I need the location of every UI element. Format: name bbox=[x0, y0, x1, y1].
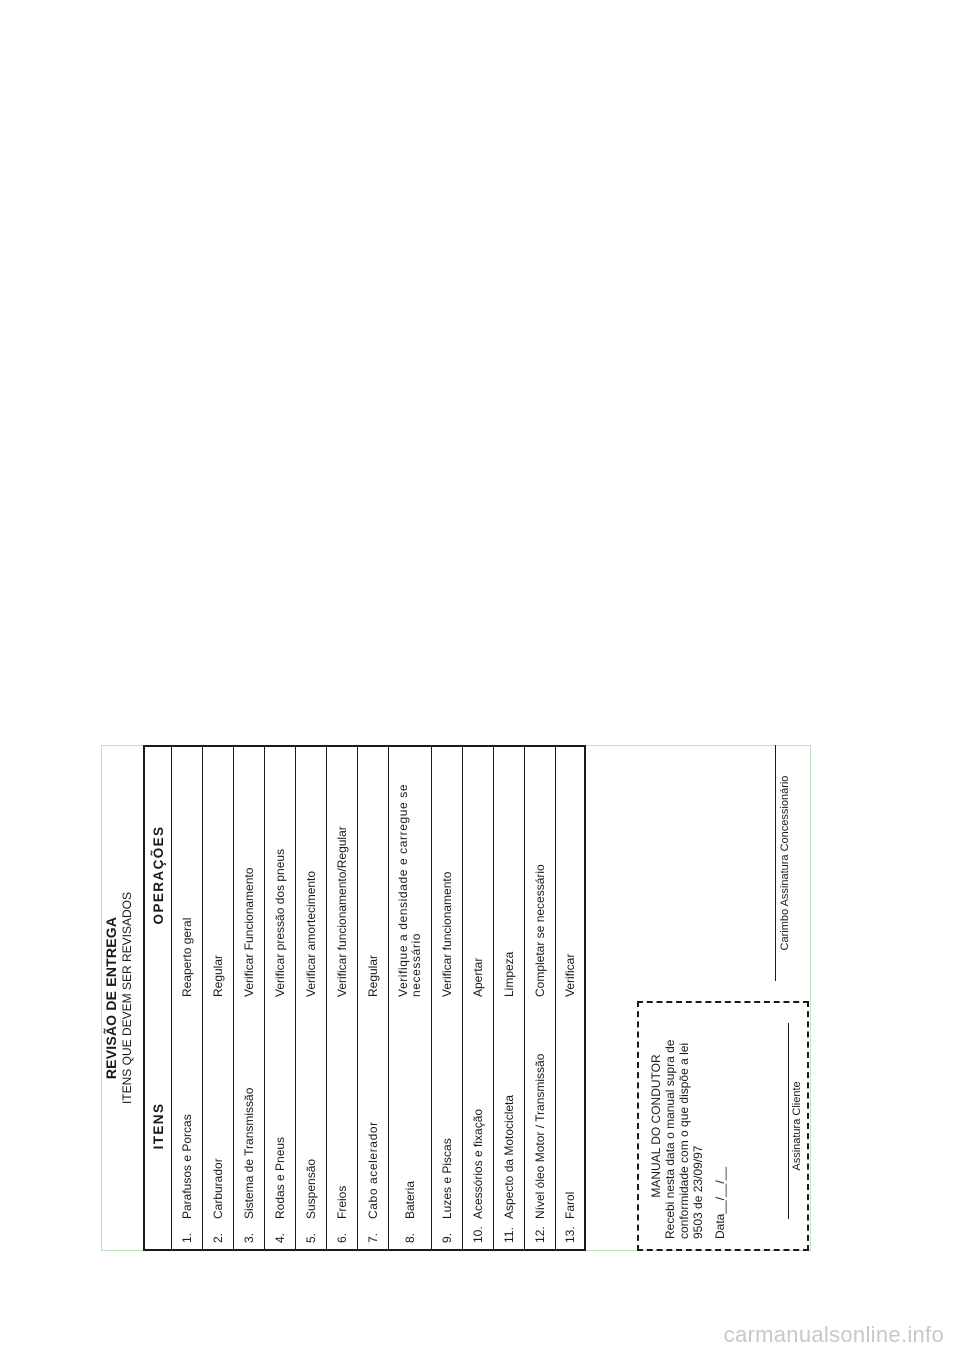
header-items: ITENS bbox=[144, 1003, 172, 1250]
row-item: Sistema de Transmissão bbox=[234, 1003, 265, 1221]
row-number: 8. bbox=[389, 1221, 432, 1250]
row-item: Parafusos e Porcas bbox=[172, 1003, 203, 1221]
row-operation: Regular bbox=[358, 746, 389, 1003]
row-item: Aspecto da Motocicleta bbox=[494, 1003, 525, 1221]
row-number: 5. bbox=[296, 1221, 327, 1250]
customer-signature-line bbox=[788, 1023, 789, 1219]
row-operation: Verificar amortecimento bbox=[296, 746, 327, 1003]
table-row bbox=[203, 746, 234, 1250]
row-operation: Verificar pressão dos pneus bbox=[265, 746, 296, 1003]
row-number: 9. bbox=[432, 1221, 463, 1250]
row-item: Luzes e Piscas bbox=[432, 1003, 463, 1221]
row-item: Nível óleo Motor / Transmissão bbox=[525, 1003, 556, 1221]
table-row bbox=[327, 746, 358, 1250]
revision-table bbox=[143, 745, 586, 1251]
table-row bbox=[389, 746, 432, 1250]
row-item: Carburador bbox=[203, 1003, 234, 1221]
row-operation: Verificar funcionamento bbox=[432, 746, 463, 1003]
table-header-row bbox=[144, 746, 172, 1250]
table-row bbox=[525, 746, 556, 1250]
header-operations: OPERAÇÕES bbox=[144, 746, 172, 1003]
row-operation: Verificar bbox=[562, 953, 577, 997]
row-operation: Apertar bbox=[463, 746, 494, 1003]
watermark: carmanualsonline.info bbox=[723, 1322, 944, 1347]
row-item: Cabo acelerador bbox=[358, 1003, 389, 1221]
manual-title: MANUAL DO CONDUTOR bbox=[649, 1054, 663, 1198]
rotated-page bbox=[101, 745, 811, 1251]
table-row bbox=[432, 746, 463, 1250]
table-row bbox=[234, 746, 265, 1250]
row-number: 3. bbox=[234, 1221, 265, 1250]
row-operation: Verificar funcionamento/Regular bbox=[327, 746, 358, 1003]
row-item: Farol bbox=[562, 1191, 577, 1219]
dealer-signature-line bbox=[775, 745, 776, 981]
row-number: 4. bbox=[265, 1221, 296, 1250]
row-number: 2. bbox=[203, 1221, 234, 1250]
row-number: 1. bbox=[172, 1221, 203, 1250]
row-number: 12. bbox=[525, 1221, 556, 1250]
dealer-signature-label: Carimbo Assinatura Concessionário bbox=[779, 775, 791, 951]
row-number: 10. bbox=[463, 1221, 494, 1250]
table-row bbox=[172, 746, 203, 1250]
page-title: REVISÃO DE ENTREGA bbox=[103, 916, 119, 1080]
row-operation: Verificar Funcionamento bbox=[234, 746, 265, 1003]
row-item: Rodas e Pneus bbox=[265, 1003, 296, 1221]
table-row bbox=[556, 746, 586, 1250]
page-subtitle: ITENS QUE DEVEM SER REVISADOS bbox=[120, 891, 134, 1105]
table-row bbox=[265, 746, 296, 1250]
row-item: Acessórios e fixação bbox=[463, 1003, 494, 1221]
row-operation: Completar se necessário bbox=[525, 746, 556, 1003]
table-row bbox=[463, 746, 494, 1250]
manual-receipt-box bbox=[637, 1001, 809, 1251]
row-number: 13. bbox=[562, 1226, 577, 1243]
customer-signature-label: Assinatura Cliente bbox=[791, 1081, 803, 1171]
row-item: Freios bbox=[327, 1003, 358, 1221]
row-operation: Regular bbox=[203, 746, 234, 1003]
manual-date-label: Data__/__/__ bbox=[713, 1166, 727, 1239]
manual-text: Recebi nesta data o manual supra de conformidade com o que dispõe a lei 9503 de 23/09/97 bbox=[663, 1039, 705, 1239]
row-number: 7. bbox=[358, 1221, 389, 1250]
table-row bbox=[358, 746, 389, 1250]
table-row bbox=[494, 746, 525, 1250]
row-operation: Limpeza bbox=[494, 746, 525, 1003]
row-item: Suspensão bbox=[296, 1003, 327, 1221]
row-item: Bateria bbox=[389, 1003, 432, 1221]
table-row bbox=[296, 746, 327, 1250]
dealer-signature-block bbox=[775, 745, 805, 981]
row-number: 11. bbox=[494, 1221, 525, 1250]
row-operation: Verifique a densidade e carregue se necessário bbox=[389, 746, 432, 1003]
row-number: 6. bbox=[327, 1221, 358, 1250]
row-operation: Reaperto geral bbox=[172, 746, 203, 1003]
